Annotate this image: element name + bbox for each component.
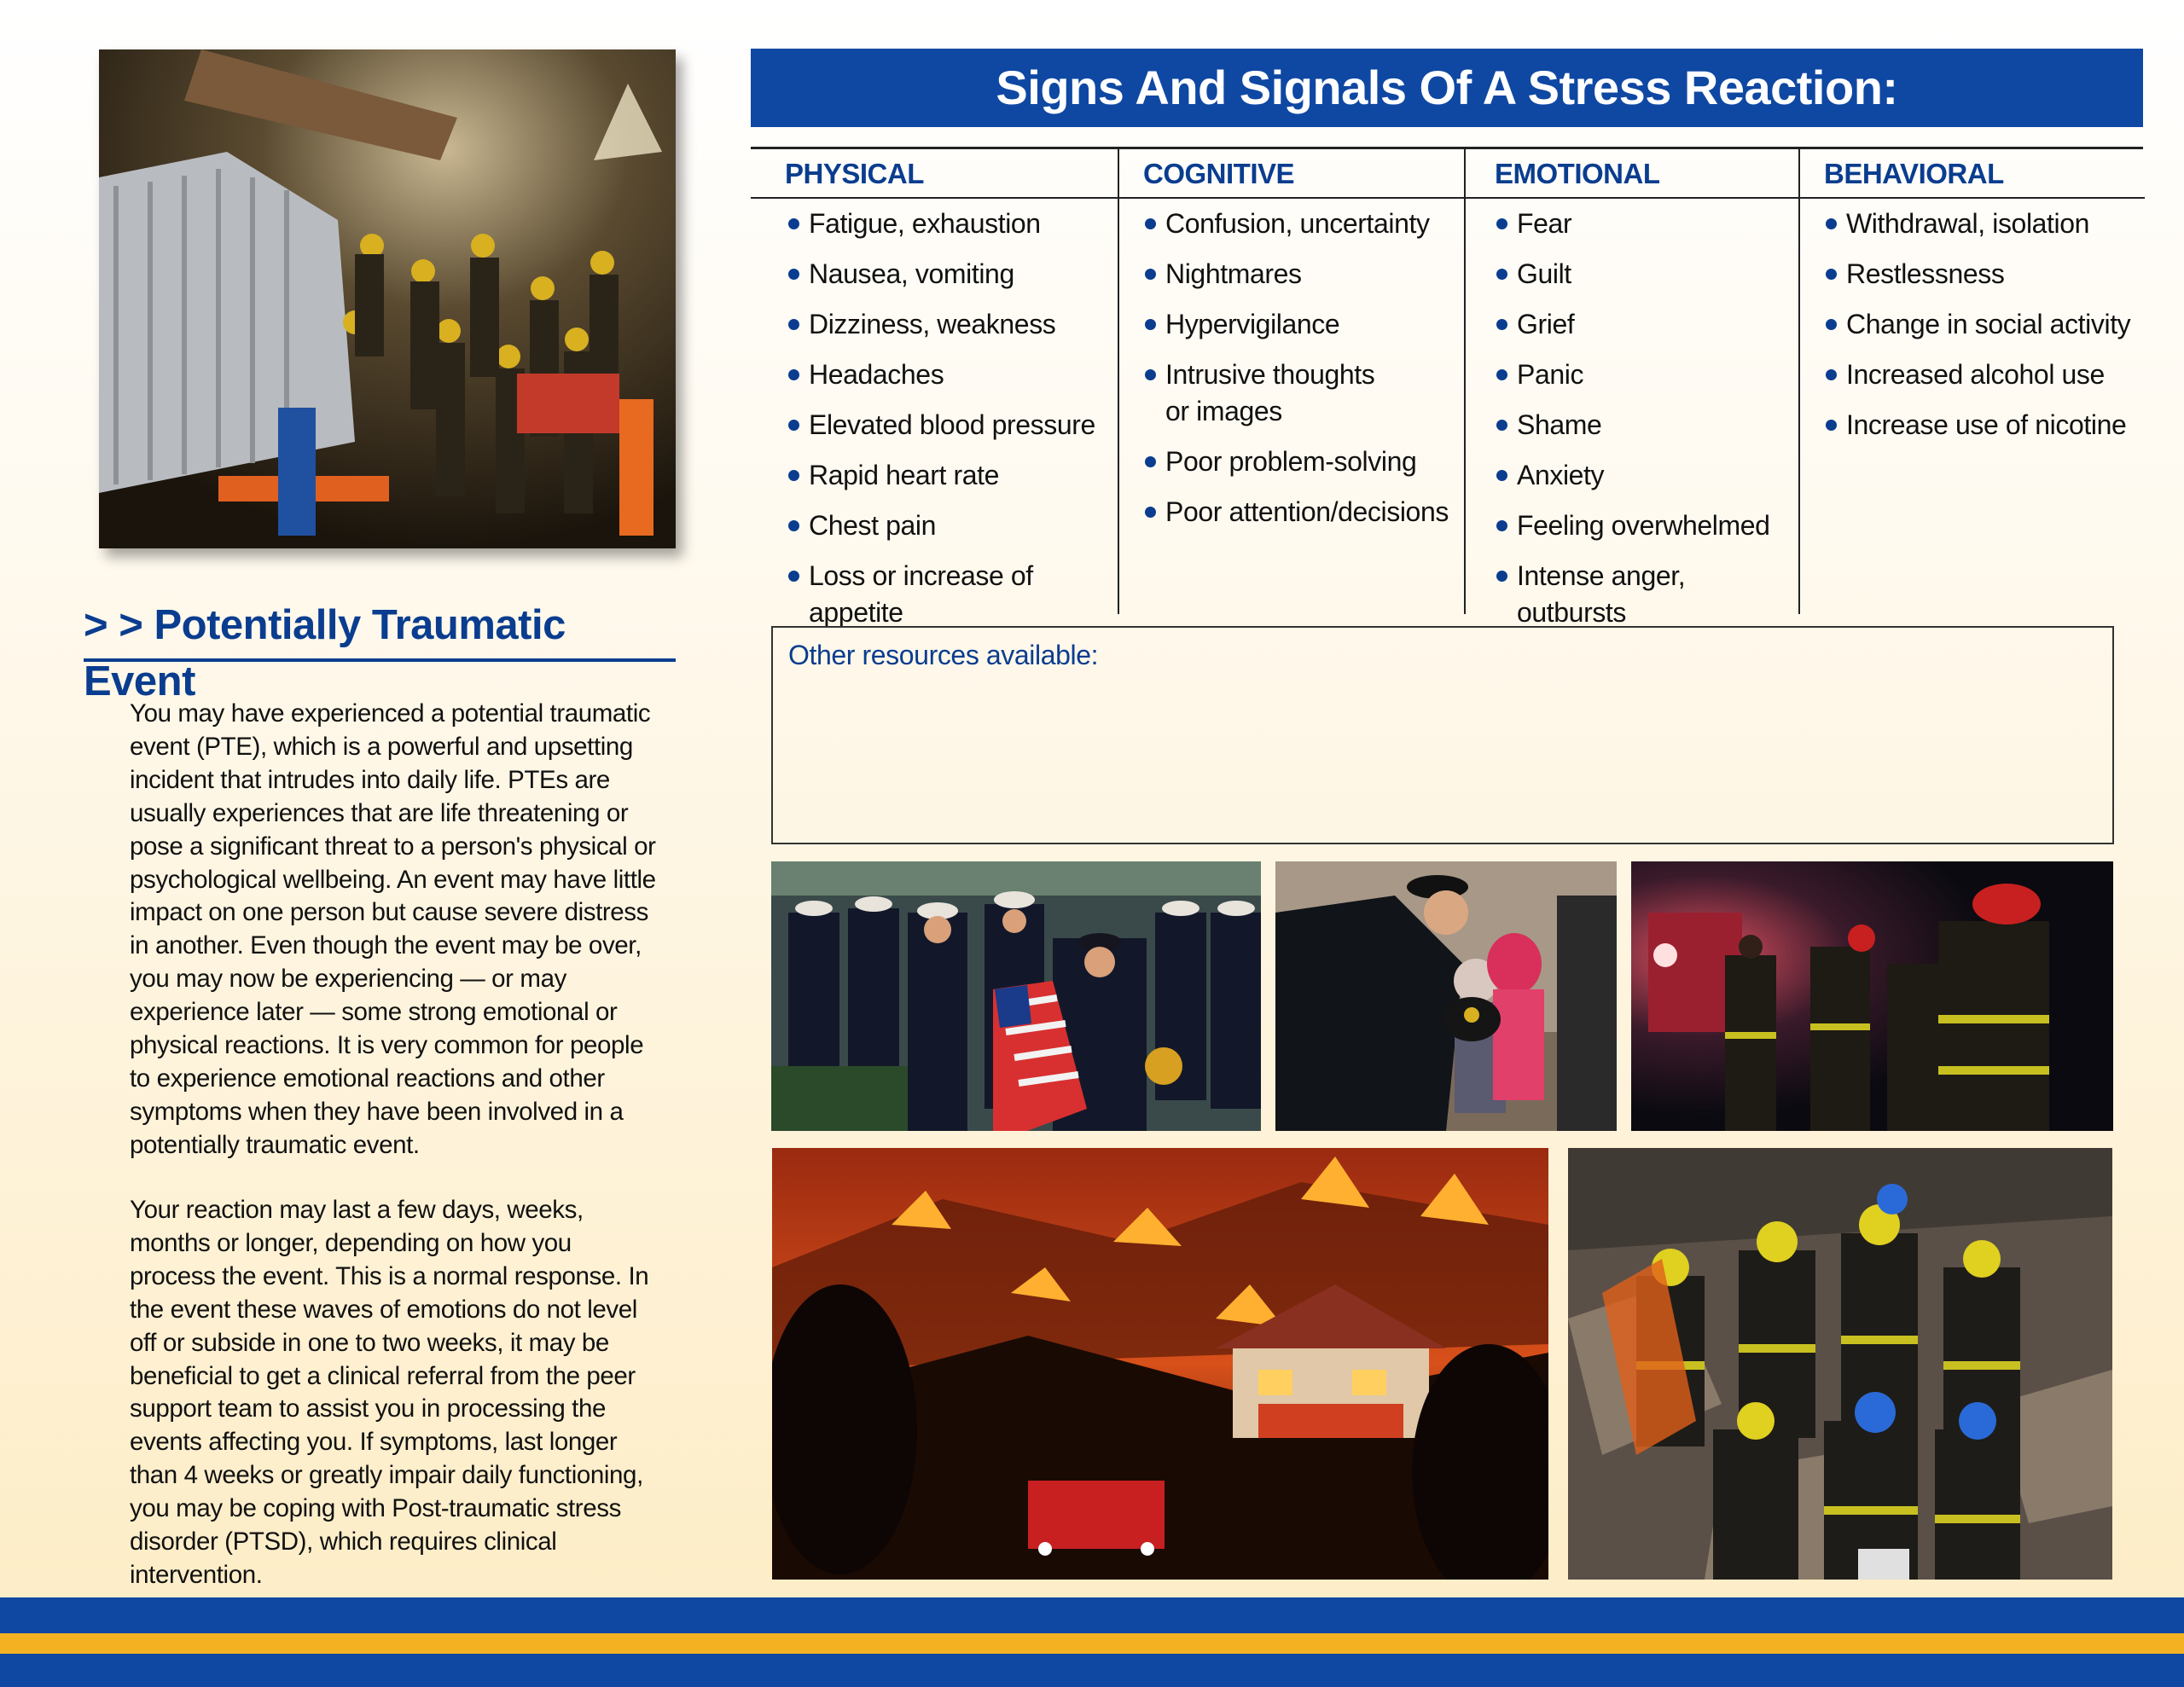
- list-item: Dizziness, weakness: [809, 306, 1118, 343]
- section-heading: > > Potentially Traumatic Event: [84, 597, 676, 662]
- column-header: [1119, 149, 1466, 199]
- column-header: [1800, 149, 2145, 199]
- list-item: Increased alcohol use: [1846, 357, 2145, 393]
- behavioral-column: [1798, 149, 2145, 614]
- footer-stripe-blue: [0, 1597, 2184, 1633]
- list-item: Shame: [1517, 407, 1800, 443]
- train-wreck-rescue-photo: [99, 49, 676, 548]
- cognitive-list: [1119, 206, 1466, 544]
- emotional-heading: EMOTIONAL: [1495, 158, 1660, 189]
- list-item: Elevated blood pressure: [809, 407, 1118, 443]
- footer-stripe-blue-bottom: [0, 1654, 2184, 1687]
- list-item: Grief: [1517, 306, 1800, 343]
- cognitive-column: [1118, 149, 1466, 614]
- emotional-list: [1466, 206, 1800, 645]
- list-item: Chest pain: [809, 507, 1118, 544]
- list-item: Poor problem-solving: [1165, 443, 1449, 480]
- list-item: Confusion, uncertainty: [1165, 206, 1449, 242]
- list-item: Increase use of nicotine: [1846, 407, 2145, 443]
- cognitive-heading: COGNITIVE: [1143, 158, 1295, 189]
- physical-heading: PHYSICAL: [785, 158, 924, 189]
- funeral-procession-photo: [771, 861, 1261, 1131]
- list-item: Nightmares: [1165, 256, 1449, 293]
- list-item: Panic: [1517, 357, 1800, 393]
- list-item: Loss or increase of appetite: [809, 558, 1118, 631]
- stress-signs-table: [751, 147, 2143, 628]
- helmet-presentation-photo: [1275, 861, 1617, 1131]
- wildfire-house-photo: [772, 1148, 1548, 1580]
- list-item: Rapid heart rate: [809, 457, 1118, 494]
- night-firefighters-photo: [1631, 861, 2113, 1131]
- list-item: Feeling overwhelmed: [1517, 507, 1800, 544]
- list-item: Withdrawal, isolation: [1846, 206, 2145, 242]
- list-item: Intrusive thoughts or images: [1165, 357, 1379, 430]
- resources-box: [771, 626, 2114, 844]
- page-title: Signs And Signals Of A Stress Reaction:: [751, 49, 2143, 127]
- list-item: Fear: [1517, 206, 1800, 242]
- physical-list: [751, 206, 1118, 645]
- list-item: Anxiety: [1517, 457, 1800, 494]
- list-item: Headaches: [809, 357, 1118, 393]
- list-item: Hypervigilance: [1165, 306, 1449, 343]
- column-header: [751, 149, 1118, 199]
- list-item: Guilt: [1517, 256, 1800, 293]
- footer-stripe-gold: [0, 1633, 2184, 1654]
- column-header: [1466, 149, 1800, 199]
- resources-label: Other resources available:: [788, 640, 1099, 670]
- list-item: Change in social activity: [1846, 306, 2145, 343]
- list-item: Poor attention/decisions: [1165, 494, 1449, 530]
- emotional-column: [1464, 149, 1800, 628]
- intro-paragraph: You may have experienced a potential traumatic event (PTE), which is a powerful and upsetting incident that intrudes into daily life. PTEs are usually experiences that are life threatening or pose a significant threat to a person's physical or psychological wellbeing. An event may have little impact on one person but cause severe distress in another. Even though the event may be over, you may now be experiencing — or may experience later — some strong emotional or physical reactions. It is very common for people to experience emotional reactions and other symptoms when they have been involved in a potentially traumatic event.: [130, 699, 656, 1159]
- behavioral-list: [1800, 206, 2145, 457]
- behavioral-heading: BEHAVIORAL: [1824, 158, 2004, 189]
- rubble-rescue-photo: [1568, 1148, 2112, 1580]
- reaction-paragraph: Your reaction may last a few days, weeks, months or longer, depending on how you process the event. This is a normal response. In the event these waves of emotions do not level off or subside in one to two weeks, it may be beneficial to get a clinical referral from the peer support team to assist you in processing the events affecting you. If symptoms, last longer than 4 weeks or greatly impair daily functioning, you may be coping with Post-traumatic stress disorder (PTSD), which requires clinical intervention.: [130, 1196, 649, 1589]
- list-item: Restlessness: [1846, 256, 2145, 293]
- list-item: Fatigue, exhaustion: [809, 206, 1118, 242]
- physical-column: [751, 149, 1118, 628]
- list-item: Nausea, vomiting: [809, 256, 1118, 293]
- list-item: Intense anger, outbursts: [1517, 558, 1800, 631]
